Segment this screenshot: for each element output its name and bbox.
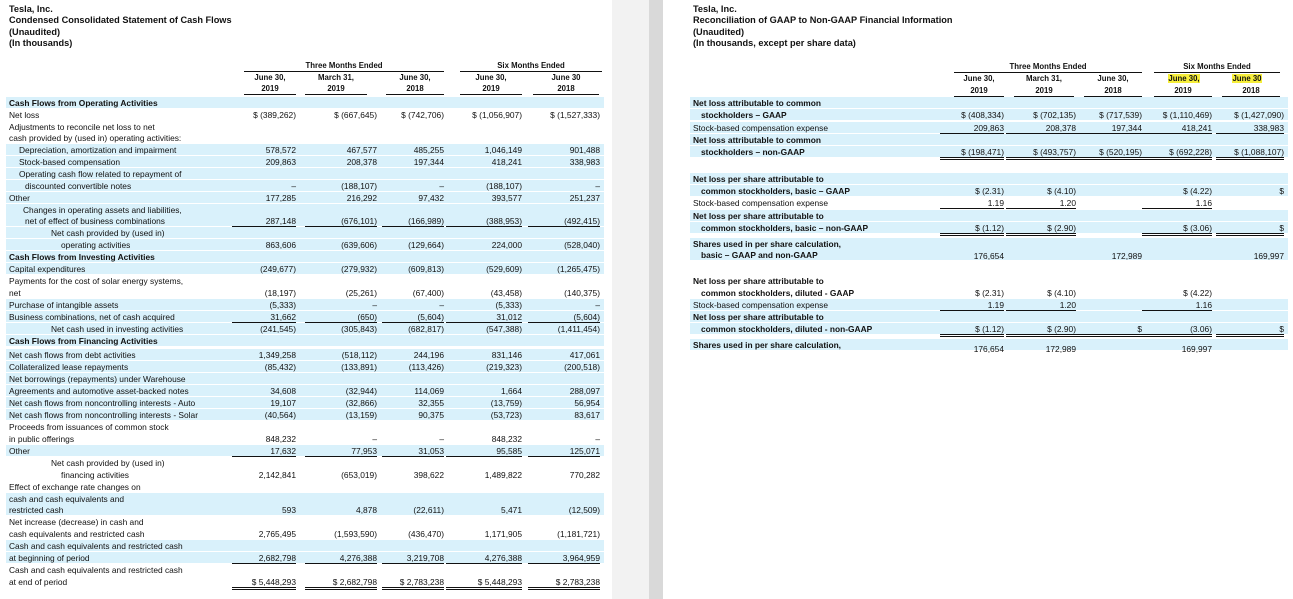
row-value: 209,863 bbox=[265, 157, 296, 167]
row-value: 848,232 bbox=[265, 434, 296, 444]
row-label: Net cash flows from debt activities bbox=[9, 350, 136, 360]
row-value: (650) bbox=[305, 312, 377, 323]
col-header-year: 2018 bbox=[1084, 86, 1142, 97]
row-value: 4,276,388 bbox=[305, 553, 377, 564]
row-value: 1,664 bbox=[501, 386, 522, 396]
row-value: (85,432) bbox=[264, 362, 296, 372]
group-six-months: Six Months Ended bbox=[460, 61, 602, 72]
cash-flow-page bbox=[0, 0, 612, 599]
row-label: Shares used in per share calculation, bbox=[693, 239, 842, 249]
row-label: net bbox=[9, 288, 21, 298]
row-value: 2,682,798 bbox=[232, 553, 296, 564]
row-value: (518,112) bbox=[341, 350, 377, 360]
row-value: (25,261) bbox=[345, 288, 377, 298]
row-label: at end of period bbox=[9, 577, 68, 587]
row-value: 1.16 bbox=[1142, 300, 1212, 311]
row-value: $ (2.90) bbox=[1006, 324, 1076, 337]
group-three-months: Three Months Ended bbox=[954, 62, 1142, 73]
row-label: at beginning of period bbox=[9, 553, 90, 563]
statement-title: Reconciliation of GAAP to Non-GAAP Financial Information bbox=[693, 15, 953, 25]
row-value: 114,069 bbox=[414, 386, 444, 396]
row-label: Depreciation, amortization and impairment bbox=[19, 145, 177, 155]
row-value: 83,617 bbox=[574, 410, 600, 420]
row-value: (653,019) bbox=[341, 470, 377, 480]
col-header-year: 2018 bbox=[533, 84, 599, 95]
row-value: – bbox=[372, 300, 377, 310]
row-value: $ (408,334) bbox=[961, 110, 1004, 120]
col-header-top bbox=[1154, 74, 1214, 84]
row-value: (12,509) bbox=[568, 505, 600, 515]
row-value: 125,071 bbox=[528, 446, 600, 457]
row-value: 4,276,388 bbox=[446, 553, 522, 564]
row-value: 208,378 bbox=[346, 157, 377, 167]
row-value: (32,944) bbox=[345, 386, 377, 396]
row-label: Cash and cash equivalents and restricted cash bbox=[9, 565, 183, 575]
col-header-top bbox=[1214, 74, 1280, 84]
row-value: 338,983 bbox=[569, 157, 600, 167]
row-value: (639,606) bbox=[341, 240, 377, 250]
row-label: Proceeds from issuances of common stock bbox=[9, 422, 169, 432]
row-value: $ (1,110,469) bbox=[1162, 110, 1212, 120]
row-value: – bbox=[439, 434, 444, 444]
row-value: 467,577 bbox=[346, 145, 377, 155]
statement-title: Condensed Consolidated Statement of Cash Flows bbox=[9, 15, 232, 25]
row-label: Stock-based compensation expense bbox=[693, 198, 829, 208]
row-value: (67,400) bbox=[412, 288, 444, 298]
col-header-top-highlight: June 30 bbox=[1232, 74, 1262, 83]
row-value: (5,333) bbox=[269, 300, 296, 310]
row-value: 901,488 bbox=[569, 145, 600, 155]
row-value: – bbox=[291, 181, 296, 191]
row-value: – bbox=[595, 181, 600, 191]
col-header-top: June 30, bbox=[399, 73, 431, 82]
row-value: $ (2.31) bbox=[975, 186, 1004, 196]
row-label: operating activities bbox=[61, 240, 131, 250]
row-value: 172,989 bbox=[1045, 344, 1076, 354]
col-header-top: March 31, bbox=[1026, 74, 1062, 83]
row-value: (166,989) bbox=[382, 216, 444, 227]
row-value: 176,654 bbox=[973, 251, 1004, 261]
row-value: $ 5,448,293 bbox=[446, 577, 522, 590]
row-value: 17,632 bbox=[232, 446, 296, 457]
row-value: (13,759) bbox=[490, 398, 522, 408]
row-value: 31,662 bbox=[232, 312, 296, 323]
row-value: (129,664) bbox=[408, 240, 444, 250]
row-value: (32,866) bbox=[345, 398, 377, 408]
row-value: $ (717,539) bbox=[1099, 110, 1142, 120]
col-header-top: June 30, bbox=[963, 74, 995, 83]
row-value: $ (4.10) bbox=[1047, 288, 1076, 298]
row-value: $ (2.90) bbox=[1006, 223, 1076, 236]
row-value: $ (1,427,090) bbox=[1234, 110, 1284, 120]
row-value: 2,765,495 bbox=[258, 529, 296, 539]
row-value: 34,608 bbox=[270, 386, 296, 396]
row-value: – bbox=[439, 300, 444, 310]
row-value: 224,000 bbox=[491, 240, 522, 250]
row-value: $ (1,527,333) bbox=[550, 110, 600, 120]
row-value: (113,426) bbox=[408, 362, 444, 372]
row-value: $ (1,088,107) bbox=[1216, 147, 1284, 160]
row-value: 2,142,841 bbox=[258, 470, 296, 480]
row-value: $ (4.10) bbox=[1047, 186, 1076, 196]
row-label: Shares used in per share calculation, bbox=[693, 340, 842, 350]
row-label: Payments for the cost of solar energy systems, bbox=[9, 276, 184, 286]
row-value: (436,470) bbox=[408, 529, 444, 539]
row-value: (249,677) bbox=[260, 264, 296, 274]
row-value: (1,181,721) bbox=[557, 529, 600, 539]
row-label: Net loss bbox=[9, 110, 40, 120]
row-value: $ (702,135) bbox=[1033, 110, 1076, 120]
row-label: Net loss per share attributable to bbox=[693, 276, 824, 286]
row-label: restricted cash bbox=[9, 505, 64, 515]
col-header-top: March 31, bbox=[318, 73, 354, 82]
row-value: (133,891) bbox=[341, 362, 377, 372]
row-label: Cash Flows from Financing Activities bbox=[9, 336, 158, 346]
row-label: Cash Flows from Operating Activities bbox=[9, 98, 158, 108]
row-value: (188,107) bbox=[341, 181, 377, 191]
row-value: $ 2,783,238 bbox=[382, 577, 444, 590]
row-label: Stock-based compensation expense bbox=[693, 300, 829, 310]
row-value: $ (520,195) bbox=[1076, 147, 1142, 160]
row-value: $ (493,757) bbox=[1006, 147, 1076, 160]
row-value: (529,609) bbox=[486, 264, 522, 274]
row-value: $ (4.22) bbox=[1183, 288, 1212, 298]
row-value: (609,813) bbox=[408, 264, 444, 274]
group-six-months: Six Months Ended bbox=[1154, 62, 1280, 73]
row-value: 288,097 bbox=[569, 386, 600, 396]
row-value: $ (4.22) bbox=[1183, 186, 1212, 196]
unaudited-note: (Unaudited) bbox=[9, 27, 61, 37]
row-value: 209,863 bbox=[940, 123, 1004, 134]
row-label: Net cash provided by (used in) bbox=[51, 228, 165, 238]
row-label: Collateralized lease repayments bbox=[9, 362, 129, 372]
row-value: $ (389,262) bbox=[253, 110, 296, 120]
row-value: $ 5,448,293 bbox=[232, 577, 296, 590]
row-label: cash equivalents and restricted cash bbox=[9, 529, 145, 539]
row-label: Capital expenditures bbox=[9, 264, 86, 274]
row-label: Operating cash flow related to repayment of bbox=[19, 169, 182, 179]
row-value: 177,285 bbox=[265, 193, 296, 203]
col-header-year: 2018 bbox=[386, 84, 444, 95]
row-label: basic – GAAP and non-GAAP bbox=[701, 250, 818, 260]
row-label: Stock-based compensation bbox=[19, 157, 121, 167]
row-label: Net loss attributable to common bbox=[693, 98, 821, 108]
row-value: 169,997 bbox=[1253, 251, 1284, 261]
units-note: (In thousands) bbox=[9, 38, 73, 48]
row-value: (5,604) bbox=[528, 312, 600, 323]
row-label: Net cash flows from noncontrolling interests - Solar bbox=[9, 410, 198, 420]
row-label: Cash and cash equivalents and restricted cash bbox=[9, 541, 183, 551]
row-value: 770,282 bbox=[569, 470, 600, 480]
row-label: stockholders – GAAP bbox=[701, 110, 787, 120]
row-label: Agreements and automotive asset-backed notes bbox=[9, 386, 189, 396]
row-value: 578,572 bbox=[265, 145, 296, 155]
row-value: 31,012 bbox=[446, 312, 522, 323]
row-value: (43,458) bbox=[490, 288, 522, 298]
row-value: 863,606 bbox=[265, 240, 296, 250]
row-value: 208,378 bbox=[1006, 123, 1076, 134]
reconciliation-page bbox=[684, 0, 1293, 599]
row-value: (492,415) bbox=[528, 216, 600, 227]
row-value: $ (1.12) bbox=[940, 324, 1004, 337]
row-value: $ 2,783,238 bbox=[528, 577, 600, 590]
row-value: 32,355 bbox=[418, 398, 444, 408]
row-value: 418,241 bbox=[491, 157, 522, 167]
row-label: common stockholders, diluted - non-GAAP bbox=[701, 324, 873, 334]
row-label: Effect of exchange rate changes on bbox=[9, 482, 141, 492]
row-value: $ 2,682,798 bbox=[305, 577, 377, 590]
row-label: Other bbox=[9, 193, 30, 203]
row-label: stockholders – non-GAAP bbox=[701, 147, 805, 157]
row-value: 338,983 bbox=[1216, 123, 1284, 134]
row-label: Net loss attributable to common bbox=[693, 135, 821, 145]
row-value: $ bbox=[1216, 324, 1284, 337]
row-value: 1.16 bbox=[1142, 198, 1212, 209]
row-value: $ (1.12) bbox=[940, 223, 1004, 236]
row-value: 77,953 bbox=[305, 446, 377, 457]
row-value: 1,171,905 bbox=[484, 529, 522, 539]
row-value: (1,265,475) bbox=[557, 264, 600, 274]
row-label: net of effect of business combinations bbox=[25, 216, 165, 226]
row-label: Net borrowings (repayments) under Warehouse bbox=[9, 374, 186, 384]
row-value: $ (2.31) bbox=[975, 288, 1004, 298]
row-value: 197,344 bbox=[1076, 123, 1142, 134]
row-value: (5,333) bbox=[495, 300, 522, 310]
row-value: $ bbox=[1076, 324, 1142, 337]
row-value: 176,654 bbox=[973, 344, 1004, 354]
row-value: (528,040) bbox=[564, 240, 600, 250]
col-header-year: 2019 bbox=[460, 84, 522, 95]
col-header-year: 2018 bbox=[1222, 86, 1280, 97]
row-value: 95,585 bbox=[446, 446, 522, 457]
row-value: (547,388) bbox=[486, 324, 522, 334]
row-value: – bbox=[439, 181, 444, 191]
col-header-year: 2019 bbox=[1014, 86, 1074, 97]
row-value: (305,843) bbox=[341, 324, 377, 334]
row-value: $ (742,706) bbox=[401, 110, 444, 120]
row-value: (5,604) bbox=[382, 312, 444, 323]
row-value: 1.19 bbox=[940, 198, 1004, 209]
col-header-top-highlight: June 30, bbox=[1168, 74, 1200, 83]
row-label: cash and cash equivalents and bbox=[9, 494, 125, 504]
row-value: (241,545) bbox=[260, 324, 296, 334]
row-value: 244,196 bbox=[413, 350, 444, 360]
row-value: 848,232 bbox=[491, 434, 522, 444]
row-value: 197,344 bbox=[413, 157, 444, 167]
row-value: (3.06) bbox=[1142, 324, 1212, 337]
col-header-year: 2019 bbox=[244, 84, 296, 95]
company-name: Tesla, Inc. bbox=[693, 4, 737, 14]
scrollbar-track[interactable] bbox=[649, 0, 663, 599]
row-value: $ (667,645) bbox=[334, 110, 377, 120]
row-value: – bbox=[595, 300, 600, 310]
row-value: $ (692,228) bbox=[1142, 147, 1212, 160]
row-value: (388,953) bbox=[446, 216, 522, 227]
row-value: 19,107 bbox=[270, 398, 296, 408]
col-header-year: 2019 bbox=[954, 86, 1004, 97]
row-value: 3,964,959 bbox=[528, 553, 600, 564]
row-value: (279,932) bbox=[341, 264, 377, 274]
row-value: (40,564) bbox=[264, 410, 296, 420]
unaudited-note: (Unaudited) bbox=[693, 27, 745, 37]
row-label: Cash Flows from Investing Activities bbox=[9, 252, 155, 262]
row-value: (188,107) bbox=[486, 181, 522, 191]
row-value: 251,237 bbox=[569, 193, 600, 203]
row-value: – bbox=[595, 434, 600, 444]
row-value: (18,197) bbox=[264, 288, 296, 298]
row-value: 398,622 bbox=[413, 470, 444, 480]
col-header-top: June 30, bbox=[254, 73, 286, 82]
row-value: (200,518) bbox=[564, 362, 600, 372]
row-label: Business combinations, net of cash acquired bbox=[9, 312, 175, 322]
row-value: 418,241 bbox=[1142, 123, 1212, 134]
row-label: common stockholders, basic – non-GAAP bbox=[701, 223, 869, 233]
group-three-months: Three Months Ended bbox=[244, 61, 444, 72]
row-value: $ (3.06) bbox=[1142, 223, 1212, 236]
row-label: Net cash used in investing activities bbox=[51, 324, 184, 334]
row-label: Adjustments to reconcile net loss to net bbox=[9, 122, 155, 132]
row-value: 1,489,822 bbox=[484, 470, 522, 480]
row-value: 485,255 bbox=[413, 145, 444, 155]
row-value: 31,053 bbox=[382, 446, 444, 457]
row-value: – bbox=[372, 434, 377, 444]
company-name: Tesla, Inc. bbox=[9, 4, 53, 14]
row-value: $ (1,056,907) bbox=[472, 110, 522, 120]
row-label: Changes in operating assets and liabilities, bbox=[23, 205, 182, 215]
units-note: (In thousands, except per share data) bbox=[693, 38, 856, 48]
row-value: 172,989 bbox=[1111, 251, 1142, 261]
row-value: 97,432 bbox=[418, 193, 444, 203]
col-header-year: 2019 bbox=[305, 84, 367, 95]
row-value: 417,061 bbox=[569, 350, 600, 360]
row-value: (1,411,454) bbox=[557, 324, 600, 334]
row-label: discounted convertible notes bbox=[25, 181, 132, 191]
row-value: 1,046,149 bbox=[484, 145, 522, 155]
row-label: common stockholders, basic – GAAP bbox=[701, 186, 850, 196]
row-value: 287,148 bbox=[232, 216, 296, 227]
row-value: (676,101) bbox=[305, 216, 377, 227]
row-value: 3,219,708 bbox=[382, 553, 444, 564]
row-value: 1,349,258 bbox=[258, 350, 296, 360]
col-header-top: June 30 bbox=[551, 73, 581, 82]
row-label: Other bbox=[9, 446, 30, 456]
row-value: 1.20 bbox=[1006, 198, 1076, 209]
row-value: $ bbox=[1216, 223, 1284, 236]
row-label: financing activities bbox=[61, 470, 129, 480]
row-label: Net loss per share attributable to bbox=[693, 312, 824, 322]
row-label: Net loss per share attributable to bbox=[693, 174, 824, 184]
row-value: 5,471 bbox=[501, 505, 522, 515]
row-label: in public offerings bbox=[9, 434, 75, 444]
row-value: (1,593,590) bbox=[334, 529, 377, 539]
row-value: 90,375 bbox=[418, 410, 444, 420]
row-value: (682,817) bbox=[408, 324, 444, 334]
col-header-year: 2019 bbox=[1154, 86, 1212, 97]
row-label: Stock-based compensation expense bbox=[693, 123, 829, 133]
row-label: cash provided by (used in) operating activities: bbox=[9, 133, 182, 143]
row-value: (140,375) bbox=[564, 288, 600, 298]
row-value: 831,146 bbox=[491, 350, 522, 360]
col-header-top: June 30, bbox=[475, 73, 507, 82]
page-gutter bbox=[612, 0, 652, 599]
row-value: (219,323) bbox=[486, 362, 522, 372]
row-label: Net cash provided by (used in) bbox=[51, 458, 165, 468]
row-value: 393,577 bbox=[491, 193, 522, 203]
row-value: 169,997 bbox=[1181, 344, 1212, 354]
row-value: 593 bbox=[282, 505, 296, 515]
row-value: (53,723) bbox=[490, 410, 522, 420]
row-value: $ bbox=[1279, 186, 1284, 196]
row-value: 1.19 bbox=[940, 300, 1004, 311]
row-label: Net loss per share attributable to bbox=[693, 211, 824, 221]
row-value: 216,292 bbox=[346, 193, 377, 203]
row-label: Net increase (decrease) in cash and bbox=[9, 517, 144, 527]
row-label: Purchase of intangible assets bbox=[9, 300, 119, 310]
row-value: (13,159) bbox=[345, 410, 377, 420]
row-value: $ (198,471) bbox=[940, 147, 1004, 160]
row-value: 1.20 bbox=[1006, 300, 1076, 311]
row-label: Net cash flows from noncontrolling interests - Auto bbox=[9, 398, 196, 408]
row-value: (22,611) bbox=[413, 505, 444, 515]
row-value: 4,878 bbox=[356, 505, 377, 515]
row-value: 56,954 bbox=[574, 398, 600, 408]
col-header-top: June 30, bbox=[1097, 74, 1129, 83]
row-label: common stockholders, diluted - GAAP bbox=[701, 288, 855, 298]
